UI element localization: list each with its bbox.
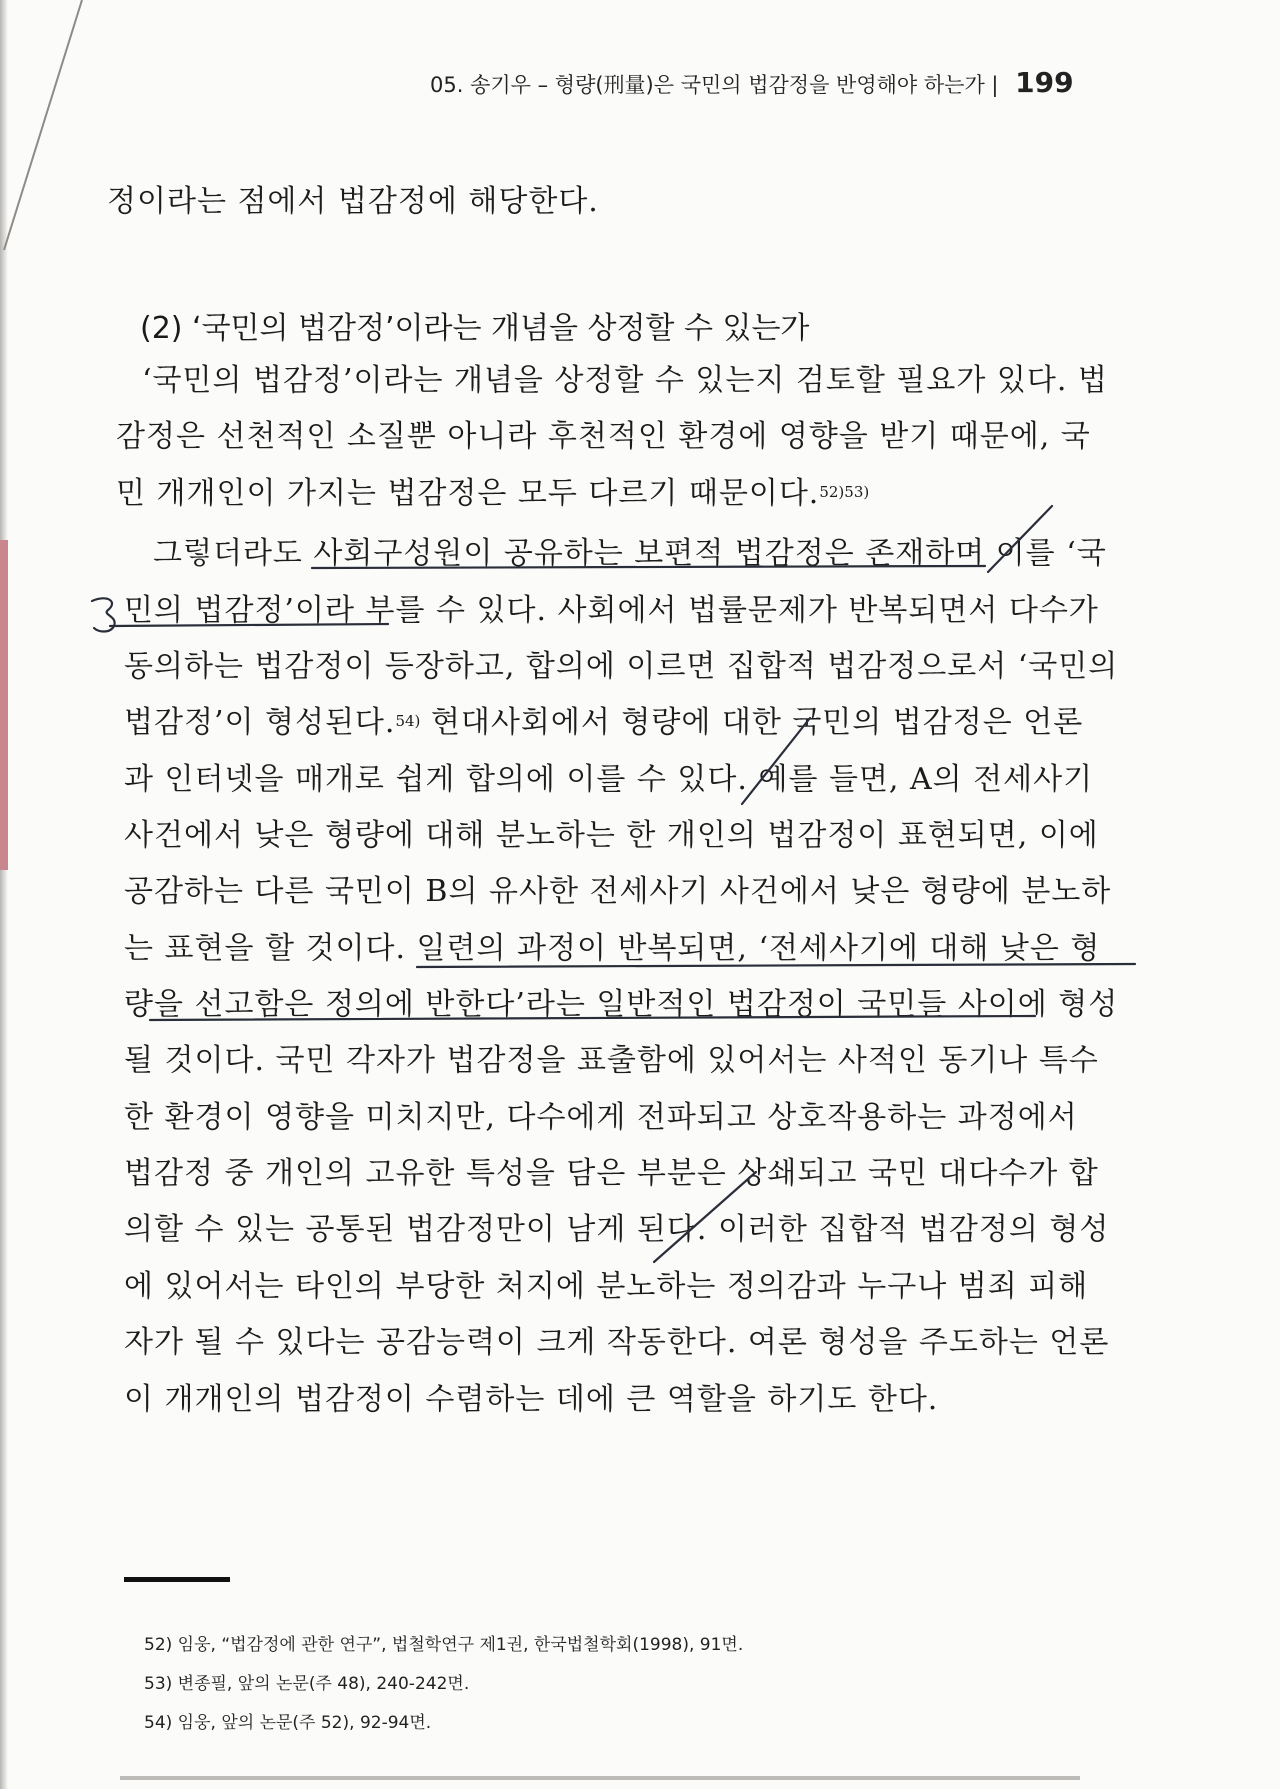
body-line: 그렇더라도 사회구성원이 공유하는 보편적 법감정은 존재하며 이를 ‘국 xyxy=(153,536,1107,571)
footnote-divider xyxy=(124,1577,230,1582)
body-text: 민 개개인이 가지는 법감정은 모두 다르기 때문이다. xyxy=(116,476,820,511)
body-line: 정이라는 점에서 법감정에 해당한다. xyxy=(107,184,599,219)
body-text: 현대사회에서 형량에 대한 국민의 법감정은 언론 xyxy=(420,705,1084,740)
body-line: 자가 될 수 있다는 공감능력이 크게 작동한다. 여론 형성을 주도하는 언론 xyxy=(124,1325,1110,1360)
running-header xyxy=(430,66,1110,106)
page-edge-tab xyxy=(0,540,8,870)
body-line: 감정은 선천적인 소질뿐 아니라 후천적인 환경에 영향을 받기 때문에, 국 xyxy=(116,419,1091,454)
body-line: 의할 수 있는 공통된 법감정만이 남게 된다. 이러한 집합적 법감정의 형성 xyxy=(124,1212,1110,1247)
footnote-53: 53) 변종필, 앞의 논문(주 48), 240-242면. xyxy=(144,1674,470,1694)
footnote-ref: 52)53) xyxy=(819,483,870,501)
body-line: 민의 법감정’이라 부를 수 있다. 사회에서 법률문제가 반복되면서 다수가 xyxy=(124,593,1099,628)
body-line xyxy=(124,703,1083,743)
footnote-ref: 54) xyxy=(395,712,421,730)
margin-mark xyxy=(92,598,115,631)
body-line: ‘국민의 법감정’이라는 개념을 상정할 수 있는지 검토할 필요가 있다. 법 xyxy=(142,363,1108,398)
body-text: 법감정’이 형성된다. xyxy=(124,705,396,740)
page-fold-line xyxy=(0,0,100,260)
body-line: 한 환경이 영향을 미치지만, 다수에게 전파되고 상호작용하는 과정에서 xyxy=(124,1100,1078,1135)
page-number: 199 xyxy=(1015,66,1074,99)
footnote-54: 54) 임웅, 앞의 논문(주 52), 92-94면. xyxy=(144,1713,432,1733)
body-line: 동의하는 법감정이 등장하고, 합의에 이르면 집합적 법감정으로서 ‘국민의 xyxy=(124,649,1119,684)
body-line: 과 인터넷을 매개로 쉽게 합의에 이를 수 있다. 예를 들면, A의 전세사기 xyxy=(124,762,1094,797)
body-line: 에 있어서는 타인의 부당한 처지에 분노하는 정의감과 누구나 범죄 피해 xyxy=(124,1269,1089,1304)
body-line: 이 개개인의 법감정이 수렴하는 데에 큰 역할을 하기도 한다. xyxy=(124,1382,939,1417)
body-line: 될 것이다. 국민 각자가 법감정을 표출함에 있어서는 사적인 동기나 특수 xyxy=(124,1043,1099,1078)
body-line: 법감정 중 개인의 고유한 특성을 담은 부분은 상쇄되고 국민 대다수가 합 xyxy=(124,1156,1099,1191)
body-line xyxy=(116,474,869,514)
running-title: 05. 송기우 – 형량(刑量)은 국민의 법감정을 반영해야 하는가 | xyxy=(430,73,999,97)
body-line: 는 표현을 할 것이다. 일련의 과정이 반복되면, ‘전세사기에 대해 낮은 형 xyxy=(124,931,1101,966)
section-heading: (2) ‘국민의 법감정’이라는 개념을 상정할 수 있는가 xyxy=(140,311,810,346)
page-left-shadow xyxy=(0,0,8,1789)
body-line: 사건에서 낮은 형량에 대해 분노하는 한 개인의 법감정이 표현되면, 이에 xyxy=(124,818,1099,853)
body-line: 공감하는 다른 국민이 B의 유사한 전세사기 사건에서 낮은 형량에 분노하 xyxy=(124,874,1112,909)
body-line: 량을 선고함은 정의에 반한다’라는 일반적인 법감정이 국민들 사이에 형성 xyxy=(124,987,1119,1022)
footnote-52: 52) 임웅, “법감정에 관한 연구”, 법철학연구 제1권, 한국법철학회(1998), 91면. xyxy=(144,1635,744,1655)
page-bottom-edge xyxy=(120,1776,1080,1780)
